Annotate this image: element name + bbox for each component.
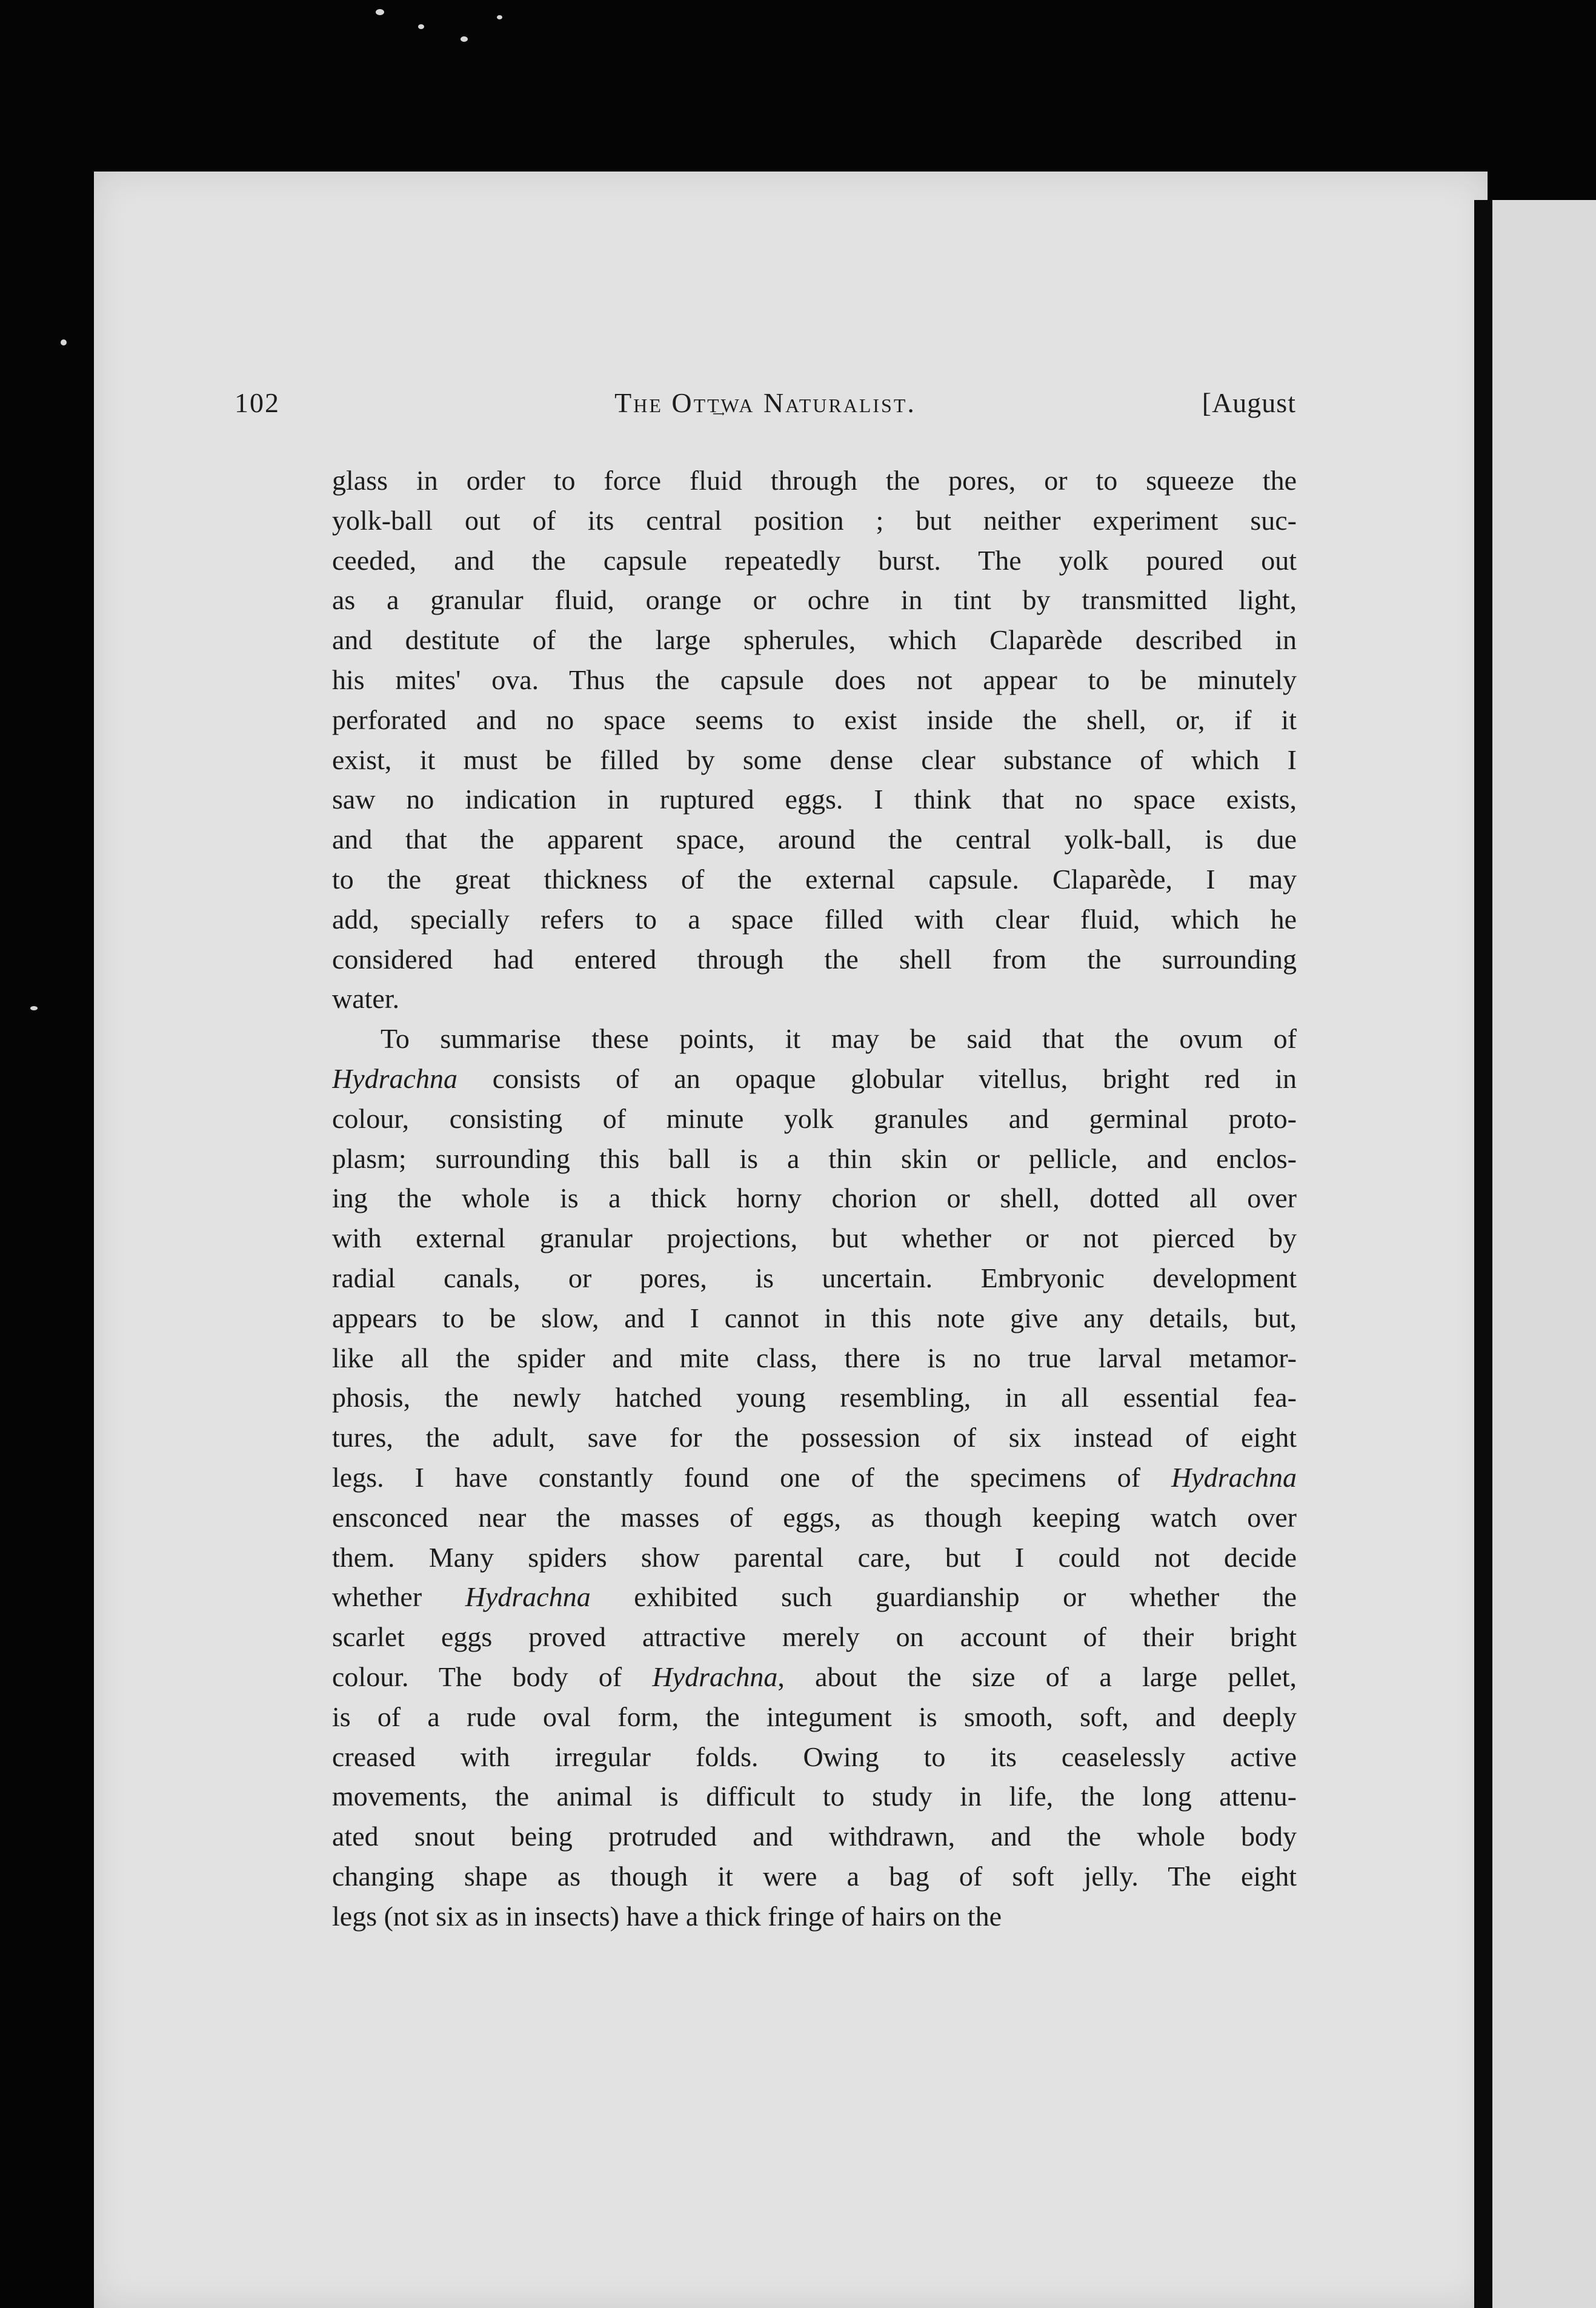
body-text [332,461,1297,1936]
page-number: 102 [234,387,280,418]
text-line: glass in order to force fluid through the pores, or to squeeze the [332,465,1297,496]
text-line: plasm; surrounding this ball is a thin skin or pellicle, and enclos- [332,1142,1297,1174]
dust-speck [376,9,384,15]
text-line: perforated and no space seems to exist inside the shell, or, if it [332,704,1297,735]
text-line: to the great thickness of the external capsule. Claparède, I may [332,863,1297,895]
dust-speck [61,339,67,345]
text-line: saw no indication in ruptured eggs. I think that no space exists, [332,784,1297,815]
text-line: his mites' ova. Thus the capsule does not appear to be minutely [332,664,1297,695]
text-line: as a granular fluid, orange or ochre in tint by transmitted light, [332,584,1297,616]
text-line: radial canals, or pores, is uncertain. Embryonic development [332,1262,1297,1293]
text-line: changing shape as though it were a bag of soft jelly. The eight [332,1860,1297,1892]
text-line: legs (not six as in insects) have a thick fringe of hairs on the [332,1900,1002,1932]
text-line: and destitute of the large spherules, which Claparède described in [332,624,1297,656]
text-line: and that the apparent space, around the central yolk-ball, is due [332,824,1297,855]
dust-speck [461,36,468,42]
text-line: ensconced near the masses of eggs, as though keeping watch over [332,1501,1297,1533]
running-header [234,387,1296,423]
dust-speck [30,1006,38,1010]
text-line: add, specially refers to a space filled with clear fluid, which he [332,903,1297,935]
text-line: ated snout being protruded and withdrawn, and the whole body [332,1821,1297,1852]
text-line: movements, the animal is difficult to study in life, the long attenu- [332,1781,1297,1812]
binding-gutter [1474,200,1492,2308]
text-line: yolk-ball out of its central position ; but neither experiment suc- [332,504,1297,536]
dust-speck [418,24,424,29]
text-line: phosis, the newly hatched young resembling, in all essential fea- [332,1382,1297,1413]
issue-month: [August [1202,387,1296,418]
text-line: with external granular projections, but whether or not pierced by [332,1222,1297,1254]
text-line: colour. The body of Hydrachna, about the size of a large pellet, [332,1661,1297,1692]
facing-page-edge [1492,200,1596,2308]
text-line: scarlet eggs proved attractive merely on account of their bright [332,1621,1297,1653]
text-line: is of a rude oval form, the integument is smooth, soft, and deeply [332,1701,1297,1732]
text-line: tures, the adult, save for the possession of six instead of eight [332,1422,1297,1453]
dust-speck [497,15,502,19]
text-line: legs. I have constantly found one of the specimens of Hydrachna [332,1461,1297,1493]
text-line: them. Many spiders show parental care, but I could not decide [332,1541,1297,1573]
text-line: considered had entered through the shell from the surrounding [332,943,1297,975]
text-line: exist, it must be filled by some dense clear substance of which I [332,744,1297,775]
text-line: creased with irregular folds. Owing to its ceaselessly active [332,1741,1297,1772]
journal-title: The Ott͢wa Naturalist. [614,387,916,418]
text-line: To summarise these points, it may be said that the ovum of [381,1023,1297,1055]
text-line: like all the spider and mite class, there is no true larval metamor- [332,1342,1297,1373]
text-line: ing the whole is a thick horny chorion or shell, dotted all over [332,1182,1297,1214]
text-line: ceeded, and the capsule repeatedly burst. The yolk poured out [332,544,1297,576]
text-line: appears to be slow, and I cannot in this note give any details, but, [332,1302,1297,1333]
text-line: Hydrachna consists of an opaque globular vitellus, bright red in [332,1062,1297,1094]
text-line: whether Hydrachna exhibited such guardianship or whether the [332,1581,1297,1613]
text-line: colour, consisting of minute yolk granules and germinal proto- [332,1102,1297,1134]
text-line: water. [332,983,400,1015]
